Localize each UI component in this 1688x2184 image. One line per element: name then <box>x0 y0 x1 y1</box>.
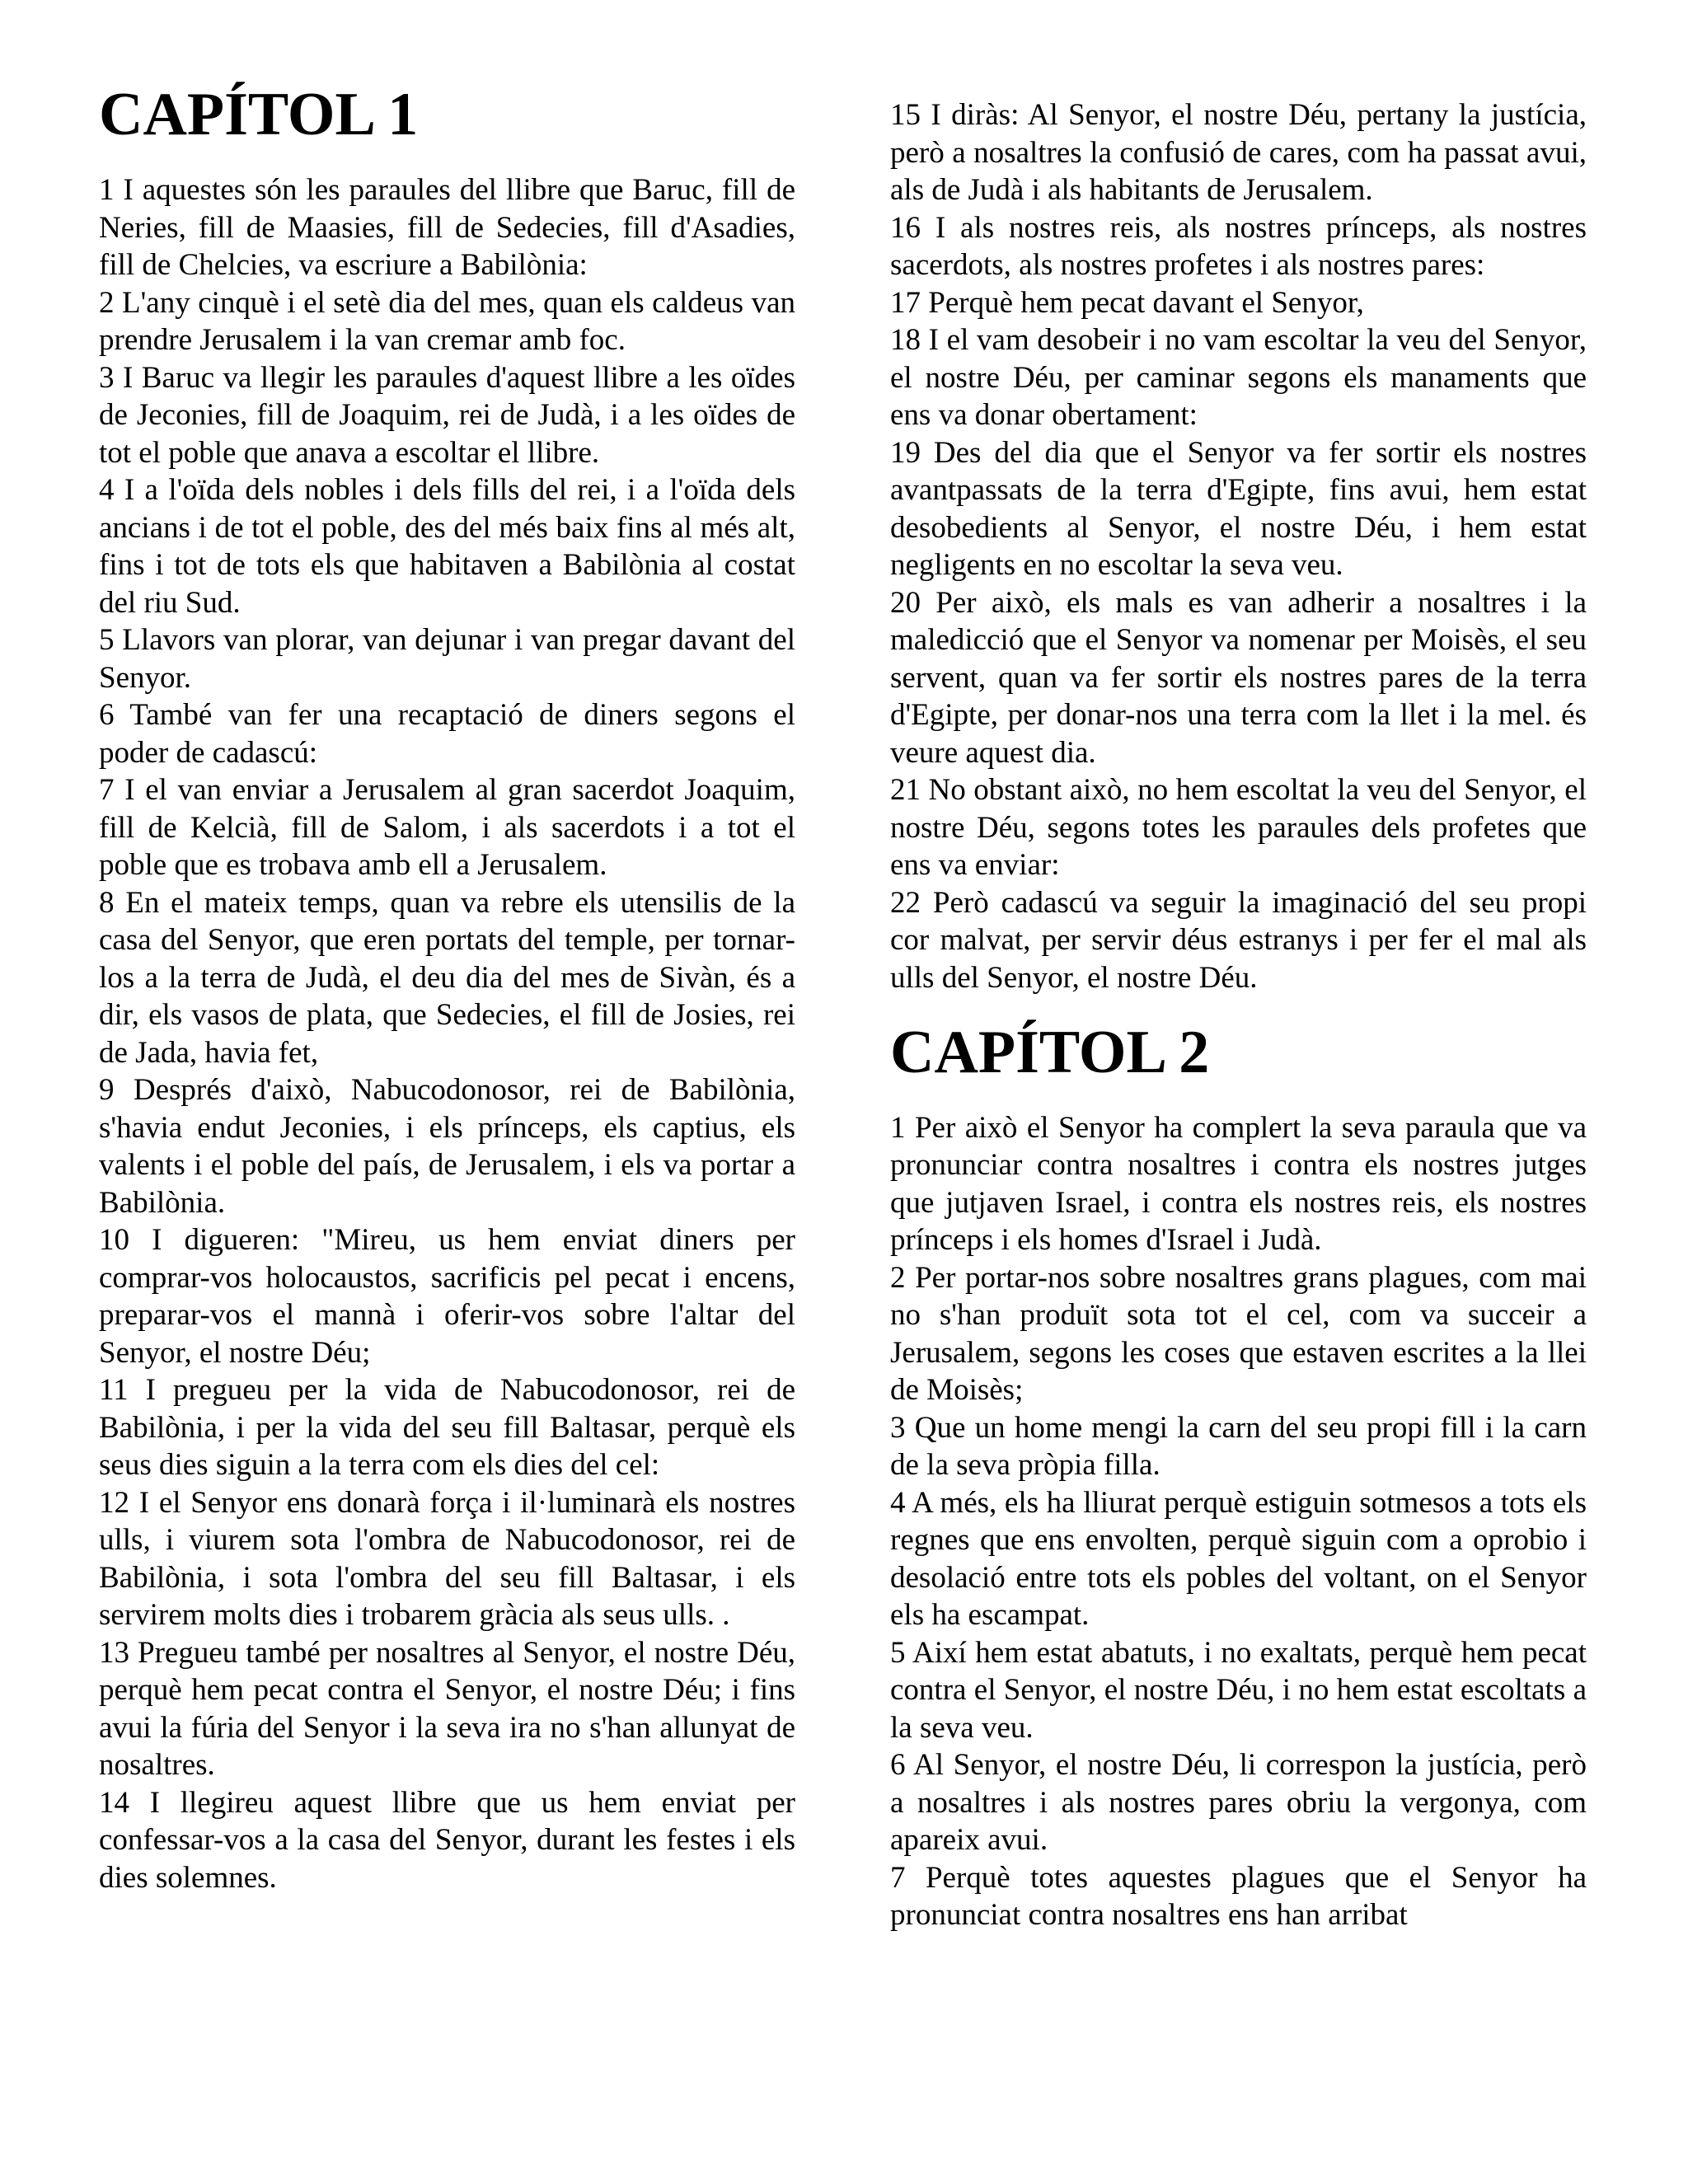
verse: 10 I digueren: "Mireu, us hem enviat diners per comprar-vos holocaustos, sacrificis pel pecat i encens, preparar-vos el mannà i oferir-vos sobre l'altar del Senyor, el nostre Déu; <box>99 1223 795 1370</box>
verse: 5 Així hem estat abatuts, i no exaltats, perquè hem pecat contra el Senyor, el nostre Déu, i no hem estat escoltats a la seva veu. <box>890 1635 1587 1745</box>
verse: 18 I el vam desobeir i no vam escoltar la veu del Senyor, el nostre Déu, per caminar segons els manaments que ens va donar obertament: <box>890 323 1587 432</box>
verse: 13 Pregueu també per nosaltres al Senyor, el nostre Déu, perquè hem pecat contra el Senyor, el nostre Déu; i fins avui la fúria del Senyor i la seva ira no s'han allunyat de nosaltres. <box>99 1635 795 1782</box>
verse: 2 L'any cinquè i el setè dia del mes, quan els caldeus van prendre Jerusalem i la van cremar amb foc. <box>99 285 795 357</box>
verse: 20 Per això, els mals es van adherir a nosaltres i la maledicció que el Senyor va nomenar per Moisès, el seu servent, quan va fer sortir els nostres pares de la terra d'Egipte, per donar-nos una terra com la llet i la mel. és veure aquest dia. <box>890 585 1587 770</box>
verse: 6 També van fer una recaptació de diners segons el poder de cadascú: <box>99 698 795 770</box>
left-column <box>99 81 795 1896</box>
verse: 3 I Baruc va llegir les paraules d'aquest llibre a les oïdes de Jeconies, fill de Joaquim, rei de Judà, i a les oïdes de tot el poble que anava a escoltar el llibre. <box>99 360 795 470</box>
verse: 7 Perquè totes aquestes plagues que el Senyor ha pronunciat contra nosaltres ens han arribat <box>890 1860 1587 1932</box>
verse: 16 I als nostres reis, als nostres prínceps, als nostres sacerdots, als nostres profetes i als nostres pares: <box>890 210 1587 282</box>
verse: 15 I diràs: Al Senyor, el nostre Déu, pertany la justícia, però a nosaltres la confusió de cares, com ha passat avui, als de Judà i als habitants de Jerusalem. <box>890 98 1587 207</box>
verse: 1 Per això el Senyor ha complert la seva paraula que va pronunciar contra nosaltres i contra els nostres jutges que jutjaven Israel, i contra els nostres reis, els nostres prínceps i els homes d'Israel i Judà. <box>890 1110 1587 1257</box>
verse: 6 Al Senyor, el nostre Déu, li correspon la justícia, però a nosaltres i als nostres pares obriu la vergonya, com apareix avui. <box>890 1748 1587 1857</box>
right-column <box>890 96 1587 1934</box>
verse: 17 Perquè hem pecat davant el Senyor, <box>890 285 1364 320</box>
verse: 12 I el Senyor ens donarà força i il·luminarà els nostres ulls, i viurem sota l'ombra de Nabucodonosor, rei de Babilònia, i sota l'ombra del seu fill Baltasar, i els servirem molts dies i trobarem gràcia als seus ulls. . <box>99 1485 795 1632</box>
chapter-2-heading: CAPÍTOL 2 <box>890 1018 1210 1086</box>
verse: 3 Que un home mengi la carn del seu propi fill i la carn de la seva pròpia filla. <box>890 1410 1587 1482</box>
verse: 21 No obstant això, no hem escoltat la veu del Senyor, el nostre Déu, segons totes les paraules dels profetes que ens va enviar: <box>890 773 1587 882</box>
verse: 7 I el van enviar a Jerusalem al gran sacerdot Joaquim, fill de Kelcià, fill de Salom, i als sacerdots i a tot el poble que es trobava amb ell a Jerusalem. <box>99 773 795 882</box>
verse: 8 En el mateix temps, quan va rebre els utensilis de la casa del Senyor, que eren portats del temple, per tornar-los a la terra de Judà, el deu dia del mes de Sivàn, és a dir, els vasos de plata, que Sedecies, el fill de Josies, rei de Jada, havia fet, <box>99 885 795 1070</box>
verse: 11 I pregueu per la vida de Nabucodonosor, rei de Babilònia, i per la vida del seu fill Baltasar, perquè els seus dies siguin a la terra com els dies del cel: <box>99 1373 795 1482</box>
chapter-1-heading: CAPÍTOL 1 <box>99 81 419 148</box>
verse: 2 Per portar-nos sobre nosaltres grans plagues, com mai no s'han produït sota tot el cel, com va succeir a Jerusalem, segons les coses que estaven escrites a la llei de Moisès; <box>890 1260 1587 1407</box>
verse: 4 A més, els ha lliurat perquè estiguin sotmesos a tots els regnes que ens envolten, perquè siguin com a oprobio i desolació entre tots els pobles del voltant, on el Senyor els ha escampat. <box>890 1485 1587 1632</box>
verse: 4 I a l'oïda dels nobles i dels fills del rei, i a l'oïda dels ancians i de tot el poble, des del més baix fins al més alt, fins i tot de tots els que habitaven a Babilònia al costat del riu Sud. <box>99 473 795 620</box>
verse: 5 Llavors van plorar, van dejunar i van pregar davant del Senyor. <box>99 623 795 695</box>
verse: 9 Després d'això, Nabucodonosor, rei de Babilònia, s'havia endut Jeconies, i els prínceps, els captius, els valents i el poble del país, de Jerusalem, i els va portar a Babilònia. <box>99 1073 795 1220</box>
verse: 19 Des del dia que el Senyor va fer sortir els nostres avantpassats de la terra d'Egipte, fins avui, hem estat desobedients al Senyor, el nostre Déu, i hem estat negligents en no escoltar la seva veu. <box>890 435 1587 582</box>
verse: 14 I llegireu aquest llibre que us hem enviat per confessar-vos a la casa del Senyor, durant les festes i els dies solemnes. <box>99 1785 795 1895</box>
verse: 22 Però cadascú va seguir la imaginació del seu propi cor malvat, per servir déus estranys i per fer el mal als ulls del Senyor, el nostre Déu. <box>890 885 1587 995</box>
verse: 1 I aquestes són les paraules del llibre que Baruc, fill de Neries, fill de Maasies, fill de Sedecies, fill d'Asadies, fill de Chelcies, va escriure a Babilònia: <box>99 173 795 282</box>
